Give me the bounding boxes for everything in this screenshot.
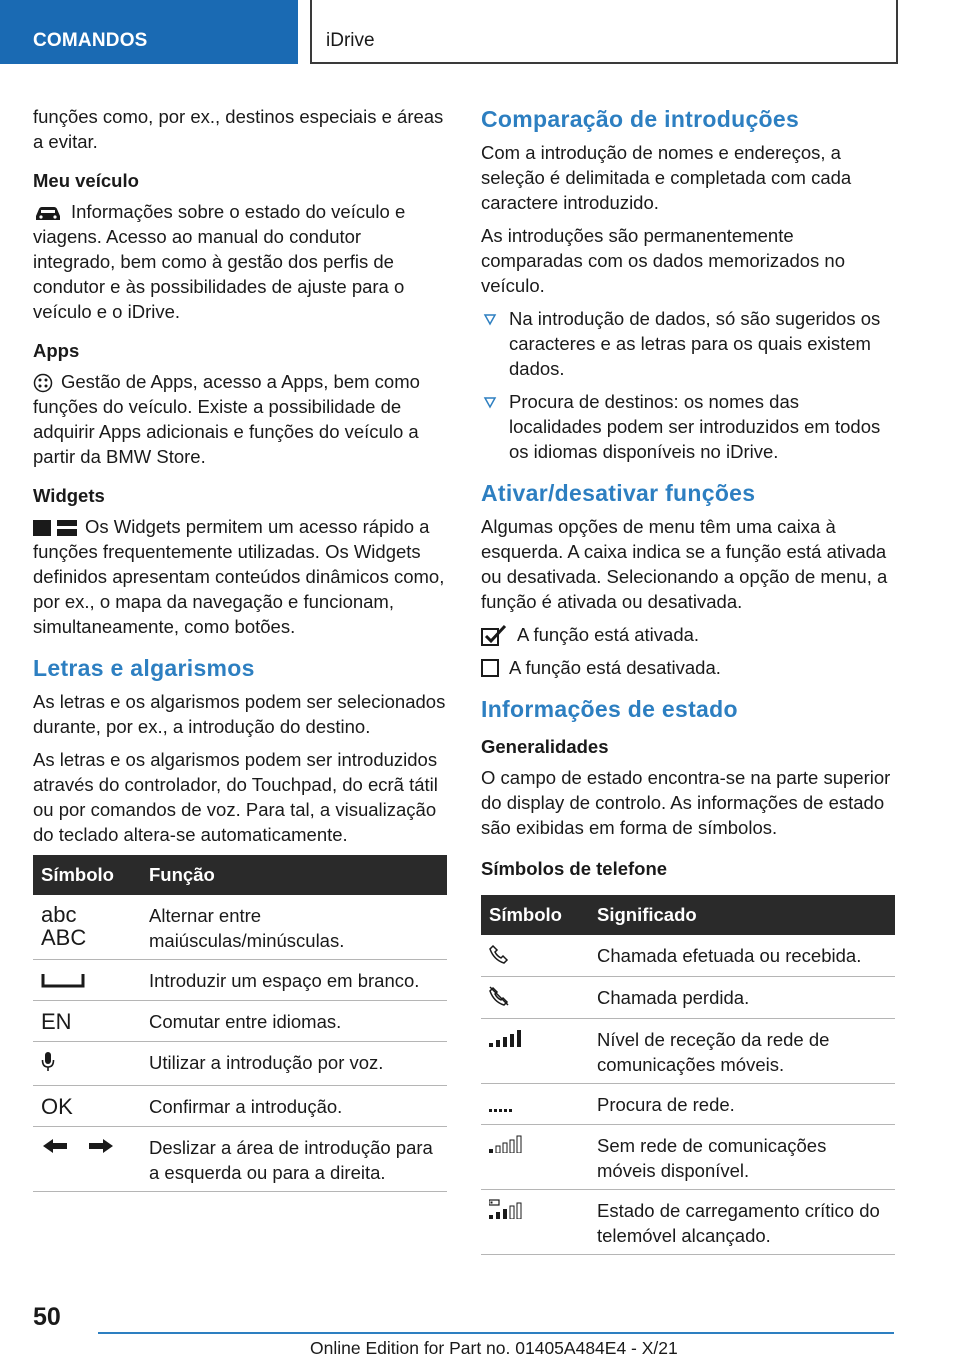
apps-text: Gestão de Apps, acesso a Apps, bem como funções do veículo. Existe a possibilidade de adquirir Apps adicionais e funções do veículo a partir da BMW Store. [33,371,420,467]
row-text: Alternar entre maiúsculas/minúsculas. [141,895,447,960]
phone-icon [489,944,509,964]
table-row [33,1086,447,1127]
table-header-meaning: Significado [589,895,895,935]
input-symbols-table [33,855,447,1192]
table-row [481,1190,895,1255]
arrows-icon [41,1137,115,1155]
table-row [481,1125,895,1190]
footer-divider [98,1332,894,1334]
footer-edition: Online Edition for Part no. 01405A484E4 - X/21 [310,1338,678,1358]
signal-searching-icon [489,1094,515,1112]
phone-symbols-table [481,895,895,1255]
estado-heading: Informações de estado [481,696,738,722]
widgets-heading: Widgets [33,485,105,506]
apps-icon [33,373,53,393]
row-text: Chamada perdida. [589,977,895,1019]
ativar-p1: Algumas opções de menu têm uma caixa à esquerda. A caixa indica se a função está ativada ou desativada. Selecionando a opção de menu, a função é ativada ou desativada. [481,516,888,612]
table-header-symbol: Símbolo [33,855,141,895]
car-icon [33,204,63,222]
meu-veiculo-text: Informações sobre o estado do veículo e viagens. Acesso ao manual do condutor integrado, bem como à gestão dos perfis de condutor e às possibilidades de ajuste para o veículo e o iDrive. [33,201,406,322]
signal-full-icon [489,1029,523,1047]
checkbox-checked-icon [481,624,507,646]
left-column [33,104,447,1192]
table-row [33,1042,447,1086]
letras-p2: As letras e os algarismos podem ser introduzidos através do controlador, do Touchpad, do ecrã tátil ou por comandos de voz. Para tal, a visualização do teclado altera-se automaticamente. [33,749,438,845]
case-toggle-symbol: abc ABC [41,902,87,950]
table-row [481,1084,895,1125]
page-number: 50 [33,1303,61,1331]
table-row [481,935,895,977]
widgets-text: Os Widgets permitem um acesso rápido a funções frequentemente utilizadas. Os Widgets definidos apresentam conteúdos dinâmicos como, por ex., o mapa da navegação e funcionam, simultaneamente, como botões. [33,516,445,637]
intro-text: funções como, por ex., destinos especiais e áreas a evitar. [33,106,444,152]
table-row [481,977,895,1019]
section-tab [0,0,298,64]
battery-critical-icon [489,1199,523,1219]
list-item: Na introdução de dados, só são sugeridos os caracteres e as letras para os quais existem dados. [481,306,895,381]
row-text: Introduzir um espaço em branco. [141,960,447,1001]
widgets-icon [33,519,77,537]
ativar-heading: Ativar/desativar funções [481,480,756,506]
letras-p1: As letras e os algarismos podem ser selecionados durante, por ex., a introdução do destino. [33,691,446,737]
table-row [481,1019,895,1084]
table-header-function: Função [141,855,447,895]
row-text: Procura de rede. [589,1084,895,1125]
table-row [33,960,447,1001]
checkbox-off-row: A função está desativada. [481,655,895,680]
generalidades-heading: Generalidades [481,736,609,757]
checkbox-unchecked-icon [481,659,499,677]
triangle-bullet-icon [483,308,497,330]
table-row [33,895,447,960]
table-header-symbol: Símbolo [481,895,589,935]
right-column [481,104,895,1255]
signal-none-icon [489,1135,523,1153]
comparacao-heading: Comparação de introduções [481,106,800,132]
row-text: Chamada efetuada ou recebida. [589,935,895,977]
checkbox-on-row: A função está ativada. [481,622,895,647]
comparacao-p1: Com a introdução de nomes e endereços, a seleção é delimitada e completada com cada caractere introduzido. [481,142,852,213]
table-row [33,1127,447,1192]
row-text: Nível de receção da rede de comunicações móveis. [589,1019,895,1084]
row-text: Deslizar a área de introdução para a esquerda ou para a direita. [141,1127,447,1192]
language-symbol: EN [41,1009,72,1034]
topic-tab [310,0,898,64]
table-row [33,1001,447,1042]
section-title: COMANDOS [33,30,148,51]
apps-heading: Apps [33,340,80,361]
row-text: Estado de carregamento crítico do telemóvel alcançado. [589,1190,895,1255]
comparacao-p2: As introduções são permanentemente comparadas com os dados memorizados no veículo. [481,225,846,296]
missed-call-icon [489,986,509,1006]
list-item: Procura de destinos: os nomes das localidades podem ser introduzidos em todos os idiomas disponíveis no iDrive. [481,389,895,464]
confirm-symbol: OK [41,1094,73,1119]
topic-title: iDrive [326,30,375,51]
row-text: Comutar entre idiomas. [141,1001,447,1042]
triangle-bullet-icon [483,391,497,413]
row-text: Confirmar a introdução. [141,1086,447,1127]
meu-veiculo-heading: Meu veículo [33,170,139,191]
letras-heading: Letras e algarismos [33,655,255,681]
microphone-icon [41,1051,55,1073]
telefone-heading: Símbolos de telefone [481,858,668,879]
generalidades-text: O campo de estado encontra-se na parte superior do display de controlo. As informações de estado são exibidas em forma de símbolos. [481,767,891,838]
row-text: Utilizar a introdução por voz. [141,1042,447,1086]
row-text: Sem rede de comunicações móveis disponível. [589,1125,895,1190]
space-icon [41,972,85,988]
comparacao-list [481,306,895,464]
